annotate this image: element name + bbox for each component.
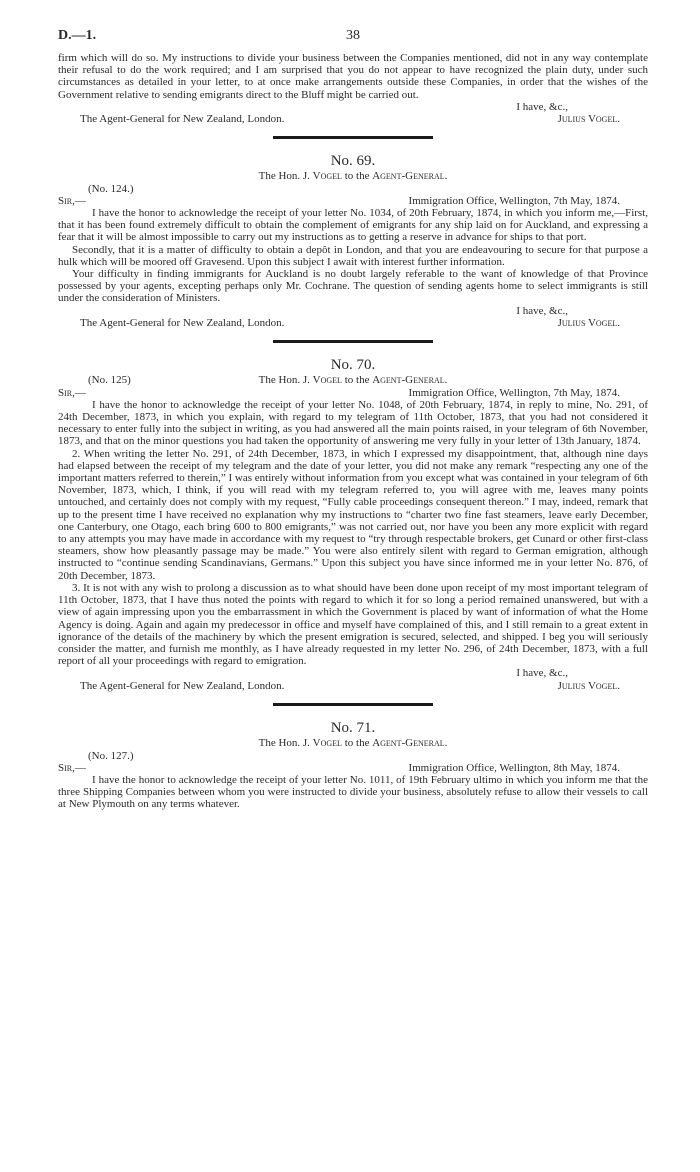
salutation-row (58, 387, 648, 399)
section-divider (273, 703, 433, 706)
sign-row (58, 680, 648, 693)
page-header (58, 28, 648, 44)
addressee: The Agent-General for New Zealand, London. (80, 113, 285, 126)
letter-paragraph: I have the honor to acknowledge the receipt of your letter No. 1011, of 19th February ultimo in which you inform me that the three Shipping Companies between whom you were instructed to divide your business, absolutely refuse to allow their vessels to call at New Plymouth on any terms whatever. (58, 773, 648, 810)
salutation-row (58, 762, 648, 774)
salutation: Sir,— (58, 761, 86, 774)
sign-row (58, 113, 648, 126)
section-divider (273, 136, 433, 139)
letter-ref: (No. 124.) (88, 183, 134, 196)
salutation: Sir,— (58, 195, 86, 208)
sign-row (58, 317, 648, 330)
salutation: Sir,— (58, 386, 86, 399)
intro-paragraph: firm which will do so. My instructions to divide your business between the Companies mentioned, did not in any way contemplate their refusal to do the work required; and I am surprised that you do not appear to have recognized the plain duty, under such circumstances as detailed in your letter, to at once make arrangements outside these Companies, in order that the wishes of the Government relative to sending emigrants direct to the Bluff might be carried out. (58, 52, 648, 101)
letter-70 (58, 357, 648, 693)
letter-paragraph: I have the honor to acknowledge the receipt of your letter No. 1034, of 20th February, 1874, in which you inform me,—First, that it has been found extremely difficult to obtain the complement of emigrants for any ship laid on for Auckland, and expressing a fear that it will be almost impossible to carry out my instructions as to getting a reserve in advance for ships to that port. (58, 207, 648, 244)
letter-from (58, 374, 648, 386)
section-divider (273, 340, 433, 343)
place-date: Immigration Office, Wellington, 7th May, 1874. (408, 195, 620, 208)
letter-title: No. 71. (330, 719, 376, 736)
from-to: Agent-General. (372, 736, 448, 749)
addressee: The Agent-General for New Zealand, London. (80, 316, 285, 329)
from-name: Vogel (312, 736, 342, 749)
from-mid: to the (341, 373, 373, 386)
letter-paragraph: 2. When writing the letter No. 291, of 24th December, 1873, in which I expressed my disappointment, that, although nine days had elapsed between the receipt of my telegram and the date of your letter, you did not make any remark “respecting any one of the important matters referred to therein,” I was entirely without information from you except what was contained in your telegram of 6th November, 1873, which, I think, if you will read with my telegram referred to, you will agree with me, leaves many points untouched, and certainly does not comply with my request, “Fully cable proceedings consequent thereon.” I may, indeed, remark that up to the present time I have received no explanation why my instructions to “charter two fine fast steamers, leave early December, one Canterbury, one Otago, each bring 600 to 800 emigrants,” was not carried out, nor have you been any more explicit with regard to any attempts you may have made in accordance with my request to “try through respectable brokers, get Cunard or other first-class steamers, show how pleasantly passage may be made.” You were also entirely silent with regard to German emigration, although instructed to “continue sending Scandinavians, Germans.” Upon this subject you have since informed me in your letter No. 876, of 20th December, 1873. (58, 447, 648, 582)
from-to: Agent-General. (372, 373, 448, 386)
place-date: Immigration Office, Wellington, 7th May, 1874. (408, 386, 620, 399)
letter-paragraph: Your difficulty in finding immigrants for Auckland is no doubt largely referable to the want of knowledge of that Province possessed by your agents, excepting perhaps only Mr. Cochrane. The question of sending agents home to select immigrants is still under the consideration of Ministers. (58, 268, 648, 305)
from-mid: to the (341, 736, 373, 749)
place-date: Immigration Office, Wellington, 8th May, 1874. (408, 761, 620, 774)
document-body (58, 52, 648, 810)
letter-title: No. 69. (330, 153, 376, 170)
ref-and-from-row (58, 374, 648, 387)
from-mid: to the (341, 170, 373, 183)
letter-ref: (No. 125) (88, 373, 131, 386)
letter-title: No. 70. (330, 356, 376, 373)
document-code: D.—1. (58, 28, 97, 43)
letter-71 (58, 720, 648, 811)
signature: Julius Vogel. (557, 113, 620, 126)
signature: Julius Vogel. (557, 316, 620, 329)
letter-paragraph: I have the honor to acknowledge the receipt of your letter No. 1048, of 20th February, 1874, in reply to mine, No. 291, of 24th December, 1873, in which you explain, with regard to my telegram of 11th October, 1873, that you had not considered it necessary to enter fully into the subject in writing, as you had answered all the main points raised, in your telegram of 6th November, 1873, and that on the minor questions you had taken the opportunity of answering me very fully in your letter of 13th January, 1874. (58, 398, 648, 448)
letter-paragraph: Secondly, that it is a matter of difficulty to obtain a depôt in London, and that you are endeavouring to secure for that purpose a hulk which will be moored off Gravesend. Upon this subject I await with interest further information. (58, 243, 648, 268)
from-to: Agent-General. (372, 170, 448, 183)
from-prefix: The Hon. J. (258, 736, 313, 749)
from-prefix: The Hon. J. (258, 373, 313, 386)
salutation-row (58, 195, 648, 207)
page-number: 38 (346, 28, 360, 43)
signature: Julius Vogel. (557, 679, 620, 692)
intro-section (58, 52, 648, 126)
letter-from (58, 737, 648, 750)
addressee: The Agent-General for New Zealand, London. (80, 679, 285, 692)
from-name: Vogel (312, 170, 342, 183)
from-prefix: The Hon. J. (258, 170, 313, 183)
from-name: Vogel (312, 373, 342, 386)
letter-69 (58, 153, 648, 330)
letter-from (58, 170, 648, 183)
closing-line: I have, &c., (516, 100, 568, 113)
letter-paragraph: 3. It is not with any wish to prolong a discussion as to what should have been done upon receipt of my most important telegram of 11th October, 1873, that I have thus noted the points with regard to which it for so long a period remained unanswered, but with a view of again impressing upon you the embarrassment in which the Government is placed by want of information of what the Home Agency is doing. Again and again my predecessor in office and myself have complained of this, and I still remain to a great extent in ignorance of the details of the machinery by which the present emigration is secured, selected, and shipped. I beg you will seriously consider the matter, and furnish me monthly, as I have already requested in my letter No. 296, of 24th December, 1873, with a full report of all your proceedings with regard to emigration. (58, 581, 648, 668)
letter-ref: (No. 127.) (88, 749, 134, 762)
closing-line: I have, &c., (516, 304, 568, 317)
closing-line: I have, &c., (516, 667, 568, 680)
